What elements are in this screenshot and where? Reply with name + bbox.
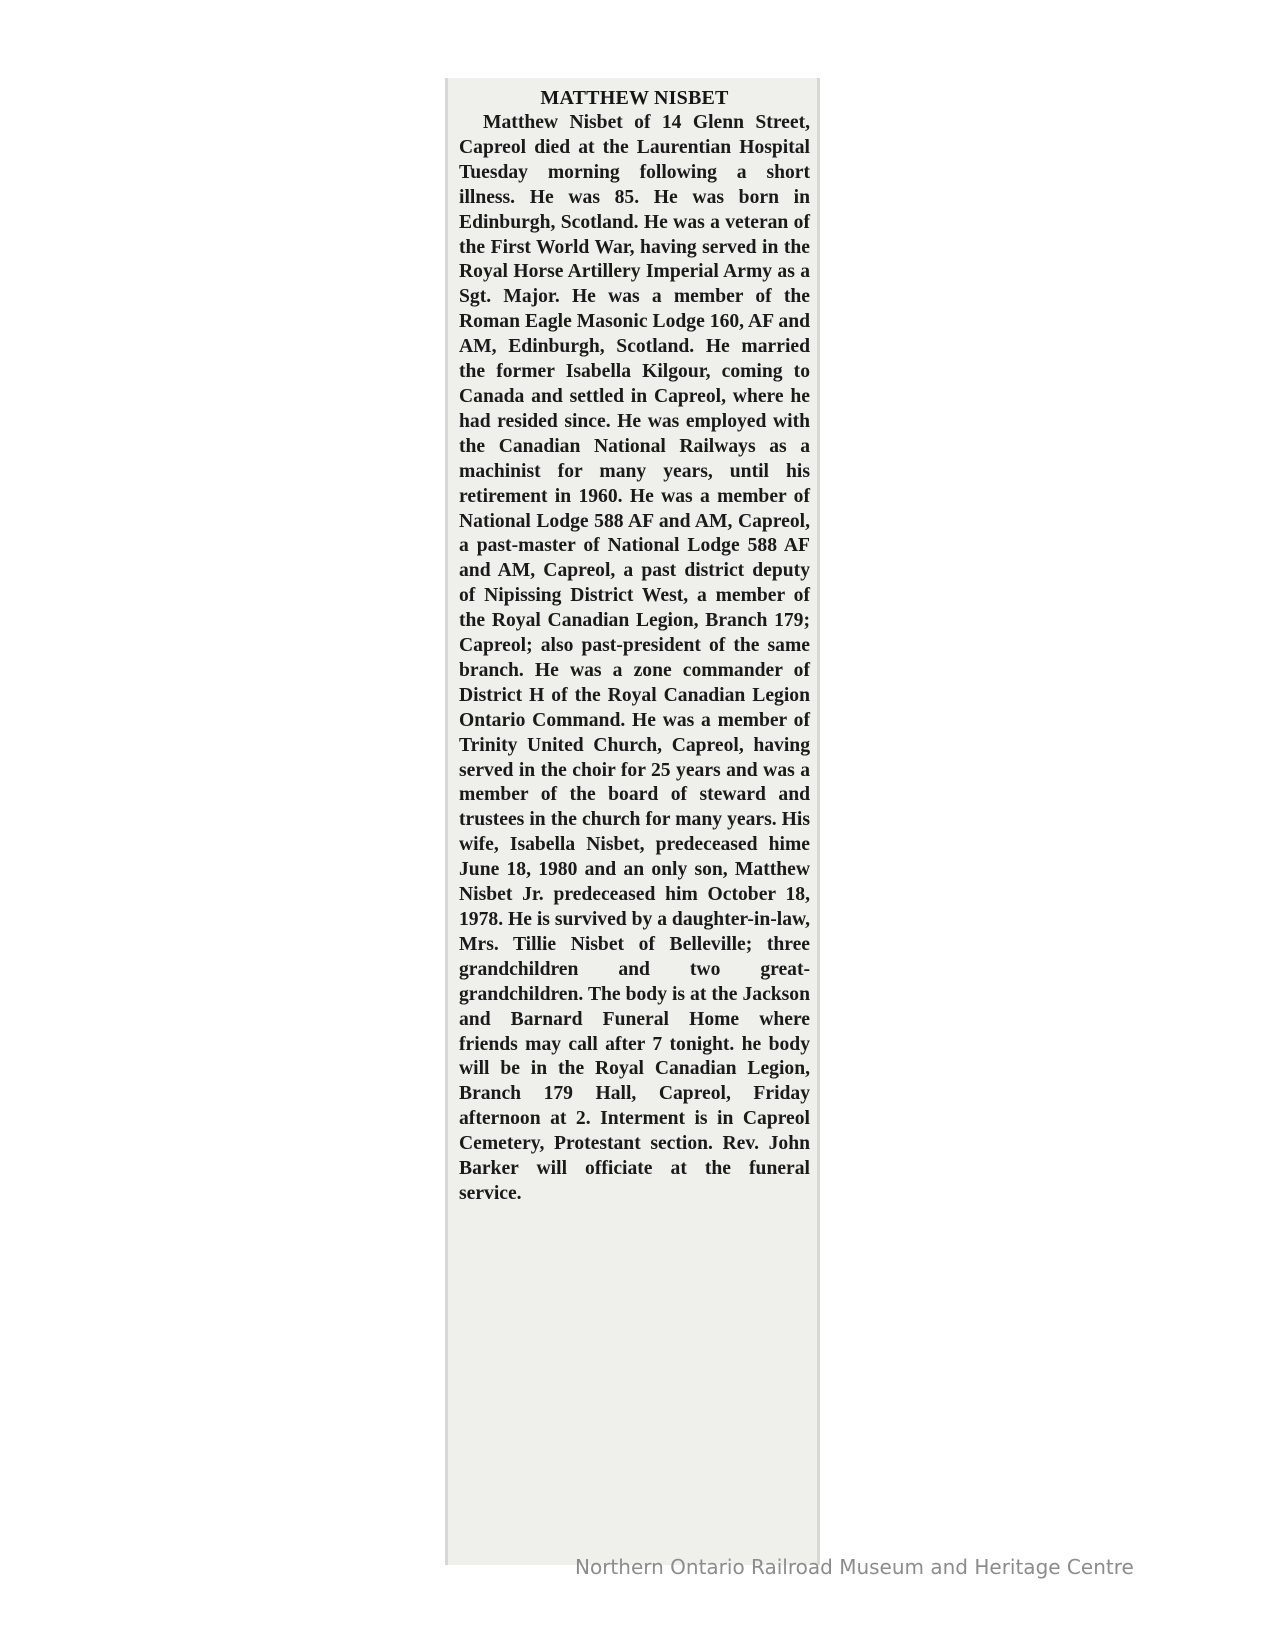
museum-watermark: Northern Ontario Railroad Museum and Heritage Centre (575, 1555, 1134, 1579)
clipping-right-edge (817, 78, 820, 1565)
obituary-body: Matthew Nisbet of 14 Glenn Street, Capreol died at the Laurentian Hospital Tuesday morning following a short illness. He was 85. He was born in Edinburgh, Scotland. He was a veteran of the First World War, having served in the Royal Horse Artillery Imperial Army as a Sgt. Major. He was a member of the Roman Eagle Masonic Lodge 160, AF and AM, Edinburgh, Scotland. He married the former Isabella Kilgour, coming to Canada and settled in Capreol, where he had resided since. He was employed with the Canadian National Railways as a machinist for many years, until his retirement in 1960. He was a member of National Lodge 588 AF and AM, Capreol, a past-master of National Lodge 588 AF and AM, Capreol, a past district deputy of Nipissing District West, a member of the Royal Canadian Legion, Branch 179; Capreol; also past-president of the same branch. He was a zone commander of District H of the Royal Canadian Legion Ontario Command. He was a member of Trinity United Church, Capreol, having served in the choir for 25 years and was a member of the board of steward and trustees in the church for many years. His wife, Isabella Nisbet, predeceased hime June 18, 1980 and an only son, Matthew Nisbet Jr. predeceased him October 18, 1978. He is survived by a daughter-in-law, Mrs. Tillie Nisbet of Belleville; three grandchildren and two great-grandchildren. The body is at the Jackson and Barnard Funeral Home where friends may call after 7 tonight. he body will be in the Royal Canadian Legion, Branch 179 Hall, Capreol, Friday afternoon at 2. Interment is in Capreol Cemetery, Protestant section. Rev. John Barker will officiate at the funeral service. (459, 112, 810, 1204)
newspaper-clipping (445, 78, 820, 1565)
obituary-headline: MATTHEW NISBET (540, 87, 729, 109)
clipping-left-edge (445, 78, 448, 1565)
